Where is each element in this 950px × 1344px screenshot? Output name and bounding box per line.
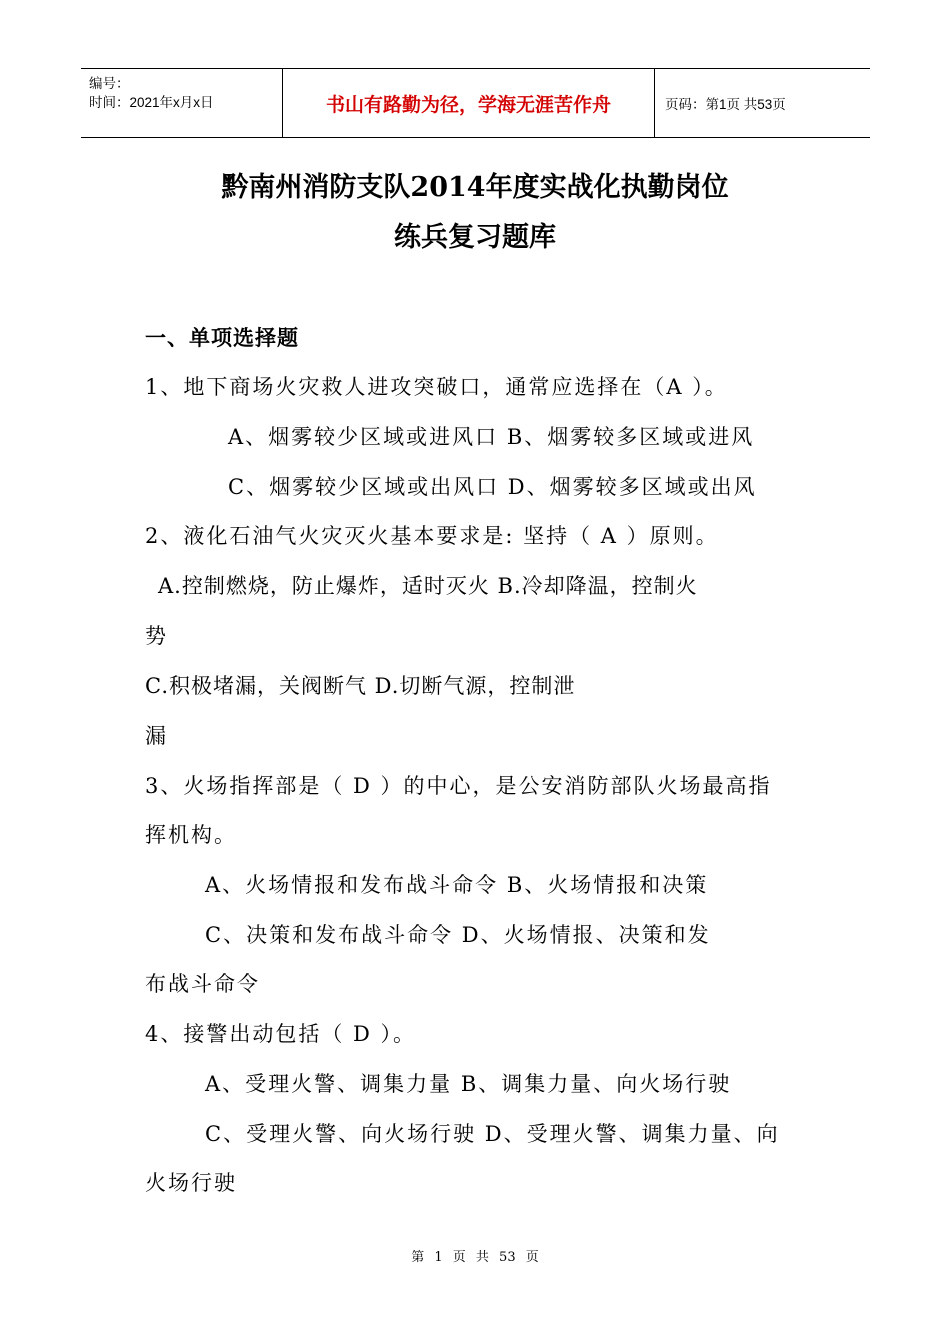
question-1-options-ab: A、烟雾较少区域或进风口 B、烟雾较多区域或进风 <box>228 425 755 449</box>
question-3-stem-wrap: 挥机构。 <box>145 823 237 847</box>
document-title-line-2: 练兵复习题库 <box>394 222 556 253</box>
question-2-options-ab: A.控制燃烧，防止爆炸，适时灭火 B.冷却降温，控制火 <box>158 574 698 598</box>
question-2-stem: 2、液化石油气火灾灭火基本要求是: 坚持（ A ）原则。 <box>145 524 719 548</box>
document-title-line-1: 黔南州消防支队2014年度实战化执勤岗位 <box>221 172 729 203</box>
header-meta <box>81 69 283 137</box>
question-4-stem: 4、接警出动包括（ D ）。 <box>145 1022 417 1046</box>
header-page-info: 页码：第1页 共53页 <box>665 97 786 112</box>
question-3-options-cd-wrap: 布战斗命令 <box>145 972 260 996</box>
question-1-options-cd: C、烟雾较少区域或出风口 D、烟雾较多区域或出风 <box>228 475 757 499</box>
question-3-options-cd: C、决策和发布战斗命令 D、火场情报、决策和发 <box>205 923 711 947</box>
question-4-options-cd: C、受理火警、向火场行驶 D、受理火警、调集力量、向 <box>205 1122 780 1146</box>
question-4-options-ab: A、受理火警、调集力量 B、调集力量、向火场行驶 <box>205 1072 732 1096</box>
question-2-options-cd-wrap: 漏 <box>145 724 168 748</box>
document-date: 时间：2021年x月x日 <box>89 95 214 110</box>
question-1-stem: 1、地下商场火灾救人进攻突破口，通常应选择在（A ）。 <box>145 375 728 399</box>
section-heading: 一、单项选择题 <box>145 325 299 350</box>
document-number-label: 编号： <box>89 76 130 91</box>
question-2-options-ab-wrap: 势 <box>145 624 168 648</box>
page-header <box>81 68 870 138</box>
question-3-options-ab: A、火场情报和发布战斗命令 B、火场情报和决策 <box>205 873 709 897</box>
page-footer: 第 1 页 共 53 页 <box>411 1250 539 1265</box>
header-motto: 书山有路勤为径，学海无涯苦作舟 <box>283 69 655 137</box>
question-3-stem: 3、火场指挥部是（ D ）的中心，是公安消防部队火场最高指 <box>145 774 772 798</box>
question-2-options-cd: C.积极堵漏，关阀断气 D.切断气源，控制泄 <box>145 674 576 698</box>
question-4-options-cd-wrap: 火场行驶 <box>145 1171 237 1195</box>
